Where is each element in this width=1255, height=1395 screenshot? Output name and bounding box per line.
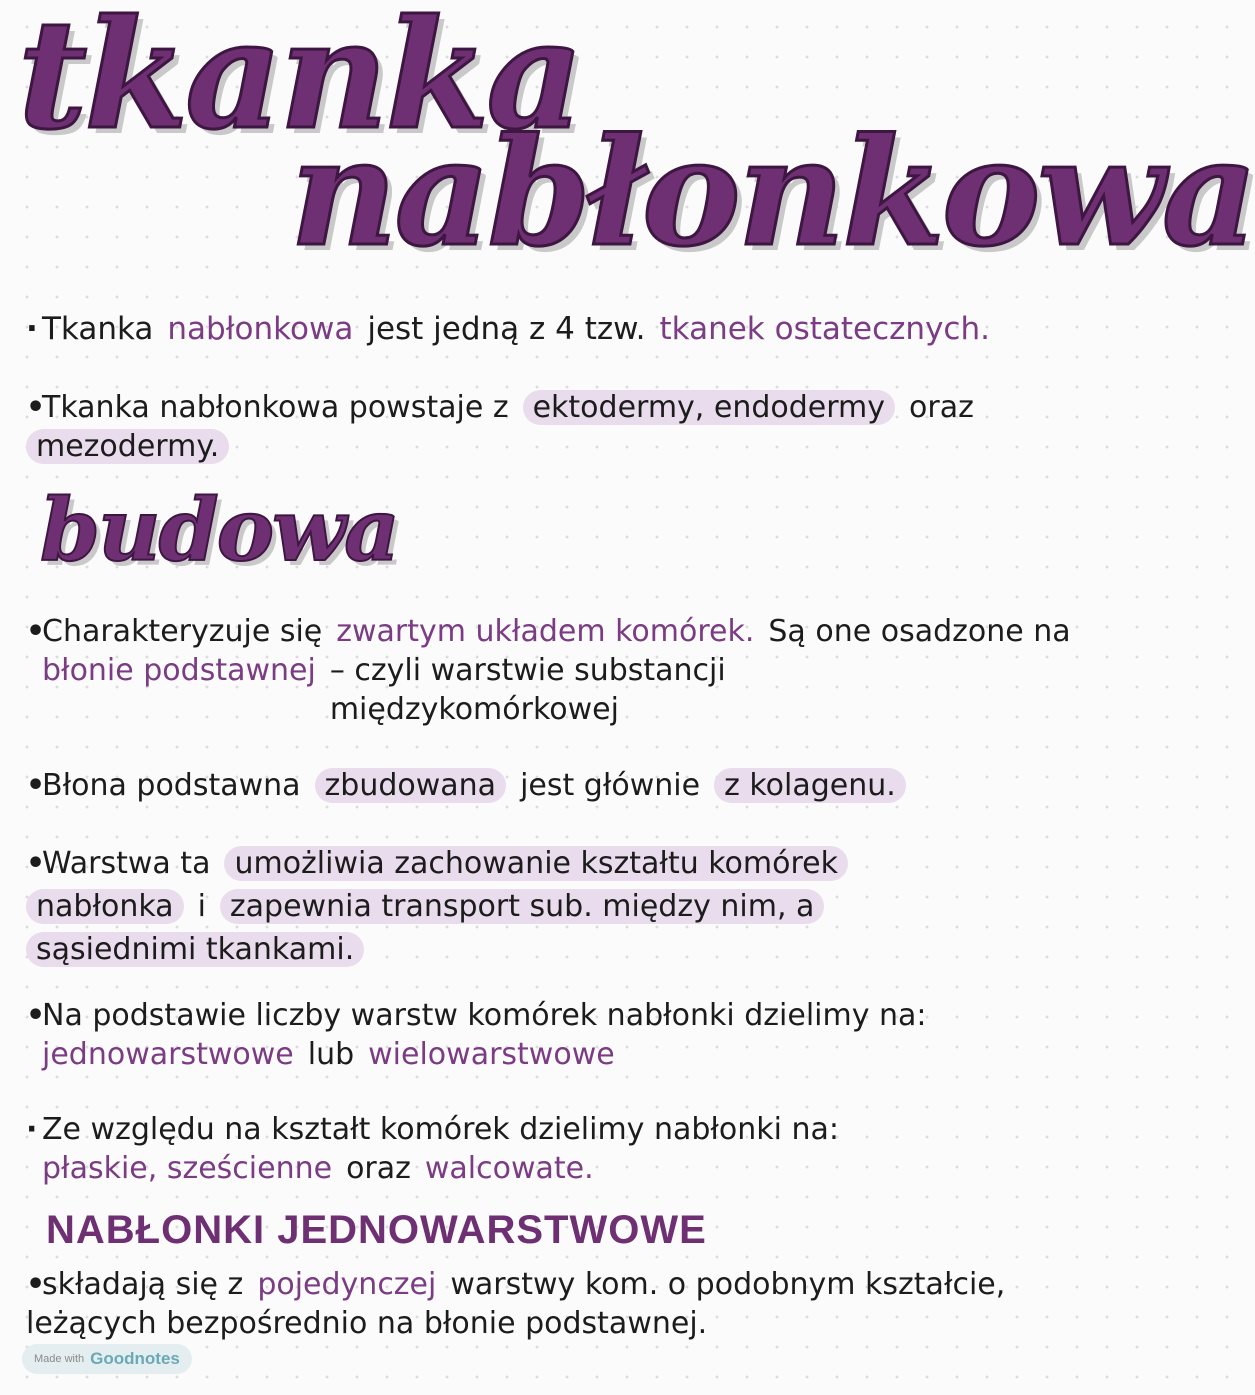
goodnotes-logo: Goodnotes: [90, 1349, 180, 1368]
title-line-2: nabłonkowa: [290, 105, 1255, 279]
text-segment-purple: wielowarstwowe: [368, 1037, 615, 1072]
text-segment: warstwy kom. o podobnym kształcie, leżących bezpośrednio na błonie podstawnej.: [26, 1267, 1006, 1341]
highlight-segment: umożliwia zachowanie kształtu komórek nabłonka: [26, 846, 848, 924]
text-segment-purple: zwartym układem komórek.: [336, 614, 755, 649]
highlight-segment: ektodermy, endodermy: [523, 390, 895, 425]
text-segment: Na podstawie liczby warstw komórek nabłonki dzielimy na:: [42, 998, 927, 1033]
text-segment-purple: jednowarstwowe: [42, 1037, 294, 1072]
text-segment: Tkanka nabłonkowa powstaje z: [42, 390, 509, 425]
intro-paragraph-2: [26, 388, 1056, 466]
bullet-dot: •: [26, 998, 46, 1033]
badge-prefix: Made with: [34, 1353, 85, 1365]
text-segment-purple: płaskie, sześcienne: [42, 1151, 333, 1186]
text-segment: Błona podstawna: [42, 768, 301, 803]
text-segment-purple: walcowate.: [424, 1151, 594, 1186]
text-segment: Tkanka: [42, 311, 154, 347]
bullet-dot: •: [26, 390, 46, 425]
text-segment: lub: [307, 1037, 355, 1072]
bullet-dot: •: [26, 614, 46, 649]
text-segment: – czyli warstwie substancji międzykomórkowej: [329, 653, 726, 727]
highlight-segment: z kolagenu.: [714, 768, 906, 803]
text-segment: Warstwa ta: [42, 846, 211, 881]
bullet-dot: ·: [26, 311, 38, 347]
bullet-dot: ·: [26, 1112, 38, 1147]
highlight-segment: mezodermy.: [26, 429, 229, 464]
budowa-bullet-5: [26, 1110, 1056, 1188]
text-segment: oraz: [909, 390, 974, 425]
text-segment: Są one osadzone na: [768, 614, 1071, 649]
made-with-goodnotes-badge: [22, 1344, 192, 1374]
bullet-dot: •: [26, 768, 46, 803]
budowa-bullet-2: [26, 766, 1056, 805]
text-segment-purple: pojedynczej: [257, 1267, 437, 1302]
text-segment: jest jedną z 4 tzw.: [367, 311, 646, 347]
bullet-dot: •: [26, 846, 46, 881]
text-segment-purple: błonie podstawnej: [42, 653, 316, 688]
text-segment: i: [197, 889, 206, 924]
text-segment: oraz: [346, 1151, 411, 1186]
budowa-bullet-3: [26, 842, 976, 971]
text-segment: składają się z: [42, 1267, 244, 1302]
jednowarstwowe-bullet-1: [26, 1265, 1016, 1343]
budowa-bullet-1: [26, 612, 1071, 729]
text-segment-purple: tkanek ostatecznych.: [659, 311, 990, 347]
highlight-segment: zapewnia transport sub. między nim, a sąsiednimi tkankami.: [26, 889, 824, 967]
text-segment: jest głównie: [520, 768, 701, 803]
title-line-1: tkanka: [18, 0, 581, 163]
highlight-segment: zbudowana: [315, 768, 507, 803]
intro-paragraph-1: [26, 310, 1056, 349]
budowa-bullet-4: [26, 996, 1056, 1074]
section-heading-budowa: budowa: [40, 480, 398, 581]
text-segment-purple: nabłonkowa: [167, 311, 354, 347]
section-heading-jednowarstwowe: NABŁONKI JEDNOWARSTWOWE: [46, 1208, 707, 1252]
text-segment: Charakteryzuje się: [42, 614, 323, 649]
text-segment: Ze względu na kształt komórek dzielimy nabłonki na:: [42, 1112, 840, 1147]
bullet-dot: •: [26, 1267, 46, 1302]
